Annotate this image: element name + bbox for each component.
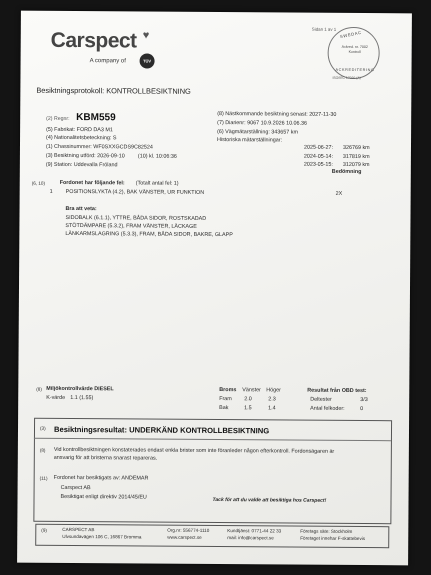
good-item-3: LÄNKARMSLAGRING (5.3.3), FRAM, BÅDA SIDOR, BAKRE, GLAPP bbox=[65, 230, 233, 239]
result-title: Besiktningsresultat: UNDERKÄND KONTROLLBESIKTNING bbox=[53, 424, 270, 436]
footer-org: Org.nr: 556774-1110 bbox=[167, 527, 210, 533]
grade-label: Bedömning bbox=[331, 168, 362, 176]
seal-accred-no: Ackred. nr. 7002 bbox=[341, 44, 368, 50]
time-line: (10) kl. 10:06:36 bbox=[137, 153, 177, 160]
obd-codes-label: Antal felkoder: bbox=[310, 405, 345, 412]
document-title: Besiktningsprotokoll: KONTROLLBESIKTNING bbox=[36, 85, 191, 96]
footer-ftax: Företaget innehar F-skattebevis bbox=[300, 535, 366, 542]
note-line-2: ansvarig för att bristerna snarast repareras. bbox=[53, 454, 158, 462]
footer-address: Ulvsundavägen 106 C, 16867 Bromma bbox=[62, 533, 142, 540]
make-line: (5) Fabrikat: FORD DA3 M1 bbox=[46, 126, 113, 134]
history-date-3: 2023-05-15: bbox=[303, 161, 333, 168]
history-date-2: 2024-05-14: bbox=[303, 153, 334, 160]
note-code: (8) bbox=[39, 447, 46, 453]
faults-code: (6, 10) bbox=[31, 180, 46, 186]
k-value: 1.1 (1.55) bbox=[70, 394, 94, 402]
inspection-document bbox=[17, 11, 412, 566]
seal-mid-text bbox=[342, 45, 368, 54]
brake-header-left: Vänster bbox=[242, 387, 261, 394]
brake-header-right: Höger bbox=[266, 387, 281, 394]
good-item-1: SIDOBALK (6.1.1), YTTRE, BÅDA SIDOR, ROSTSKADAD bbox=[65, 214, 207, 222]
directive-line: Besiktigat enligt direktiv 2014/45/EU bbox=[60, 493, 147, 501]
obd-subtests-label: Deltester bbox=[310, 396, 332, 403]
footer-code: (9) bbox=[41, 527, 47, 533]
tuv-logo: TÜV bbox=[140, 53, 155, 68]
brake-rear-right: 1.4 bbox=[268, 405, 276, 412]
inspector-line: Fordonet har besiktigats av: ANDEMAR bbox=[53, 474, 149, 482]
page-number: Sidan 1 av 1 bbox=[311, 26, 337, 32]
note-line-1: Vid kontrollbesiktningen konstaterades endast enkla brister som inte föranleder någon efterkontroll. Fordonsägaren är bbox=[53, 446, 335, 455]
fault-no: 1 bbox=[49, 188, 53, 195]
good-to-know-label: Bra att veta: bbox=[65, 205, 97, 213]
brake-front-label: Fram bbox=[219, 396, 232, 403]
history-km-3: 312079 km bbox=[342, 161, 370, 169]
carspect-logo: Carspect bbox=[50, 28, 137, 53]
footer-email: mail: info@carspect.se bbox=[227, 535, 274, 541]
history-label: Historiska mätarställningar: bbox=[217, 137, 283, 144]
obd-codes-value: 0 bbox=[360, 406, 364, 413]
k-value-label: K-värde bbox=[46, 394, 66, 401]
brake-rear-left: 1.5 bbox=[244, 405, 252, 412]
thanks-text: Tack för att du valde att besiktiga hos Carspect! bbox=[212, 496, 327, 504]
seal-iso-text: ISO/IEC 17020 (A) bbox=[332, 75, 361, 81]
inspector-company: Carspect AB bbox=[60, 484, 91, 492]
brake-header-broms: Broms bbox=[219, 387, 237, 394]
footer-seat: Företags säte: Stockholm bbox=[300, 528, 353, 534]
obd-title: Resultat från OBD test: bbox=[307, 387, 367, 395]
history-km-1: 326769 km bbox=[342, 144, 370, 152]
seal-top-text: SWEDAC bbox=[339, 29, 363, 40]
result-code: (3) bbox=[39, 425, 46, 431]
date-line: (3) Besiktning utförd: 2026-09-10 bbox=[45, 152, 125, 160]
heart-icon: ♥ bbox=[142, 29, 150, 42]
footer-web: www.carspect.se bbox=[167, 534, 202, 540]
next-inspection-line: (8) Nästkommande besiktning senast: 2027-11-30 bbox=[217, 111, 337, 118]
station-line: (9) Station: Uddevalla Fröland bbox=[45, 161, 118, 169]
emission-code: (8) bbox=[36, 386, 42, 392]
seal-kontroll: Kontroll bbox=[348, 49, 361, 54]
emission-label: Miljökontrollvärde DIESEL bbox=[46, 385, 114, 393]
faults-count: (Totalt antal fel: 1) bbox=[135, 180, 179, 187]
fault-text: POSITIONSLYKTA (4.2), BAK VÄNSTER, UR FUNKTION bbox=[65, 188, 205, 196]
history-km-2: 317819 km bbox=[342, 153, 370, 161]
history-date-1: 2025-06-27: bbox=[303, 144, 334, 151]
good-item-2: STÖTDÄMPARE (5.3.2), FRAM VÄNSTER, LÄCKAGE bbox=[65, 222, 197, 230]
odometer-line: (6) Vägmätarställning: 343657 km bbox=[217, 129, 299, 136]
obd-subtests-value: 3/3 bbox=[360, 397, 368, 404]
company-of-text: A company of bbox=[89, 58, 126, 65]
journal-line: (7) Diarienr: 9067 10.9.2026 10.06.36 bbox=[217, 120, 308, 127]
nationality-line: (4) Nationalitetsbeteckning: S bbox=[46, 134, 117, 142]
fault-grade: 2X bbox=[335, 190, 343, 197]
reg-no-value: KBM559 bbox=[76, 112, 116, 124]
chassis-line: (1) Chassinummer: WF0SXXGCDS9C82524 bbox=[45, 143, 153, 151]
footer-phone: Kundtjänst: 0771-44 22 33 bbox=[227, 528, 282, 534]
brake-rear-label: Bak bbox=[219, 405, 229, 412]
seal-bottom-text: ACKREDITERING bbox=[335, 67, 375, 73]
reg-no-label: (2) Regnr: bbox=[46, 115, 70, 122]
brake-front-right: 2.3 bbox=[268, 396, 276, 403]
footer-company: CARSPECT AB bbox=[62, 526, 95, 533]
faults-title: Fordonet har följande fel: bbox=[59, 179, 125, 187]
inspector-code: (11) bbox=[39, 475, 48, 481]
brake-front-left: 2.0 bbox=[244, 396, 252, 403]
